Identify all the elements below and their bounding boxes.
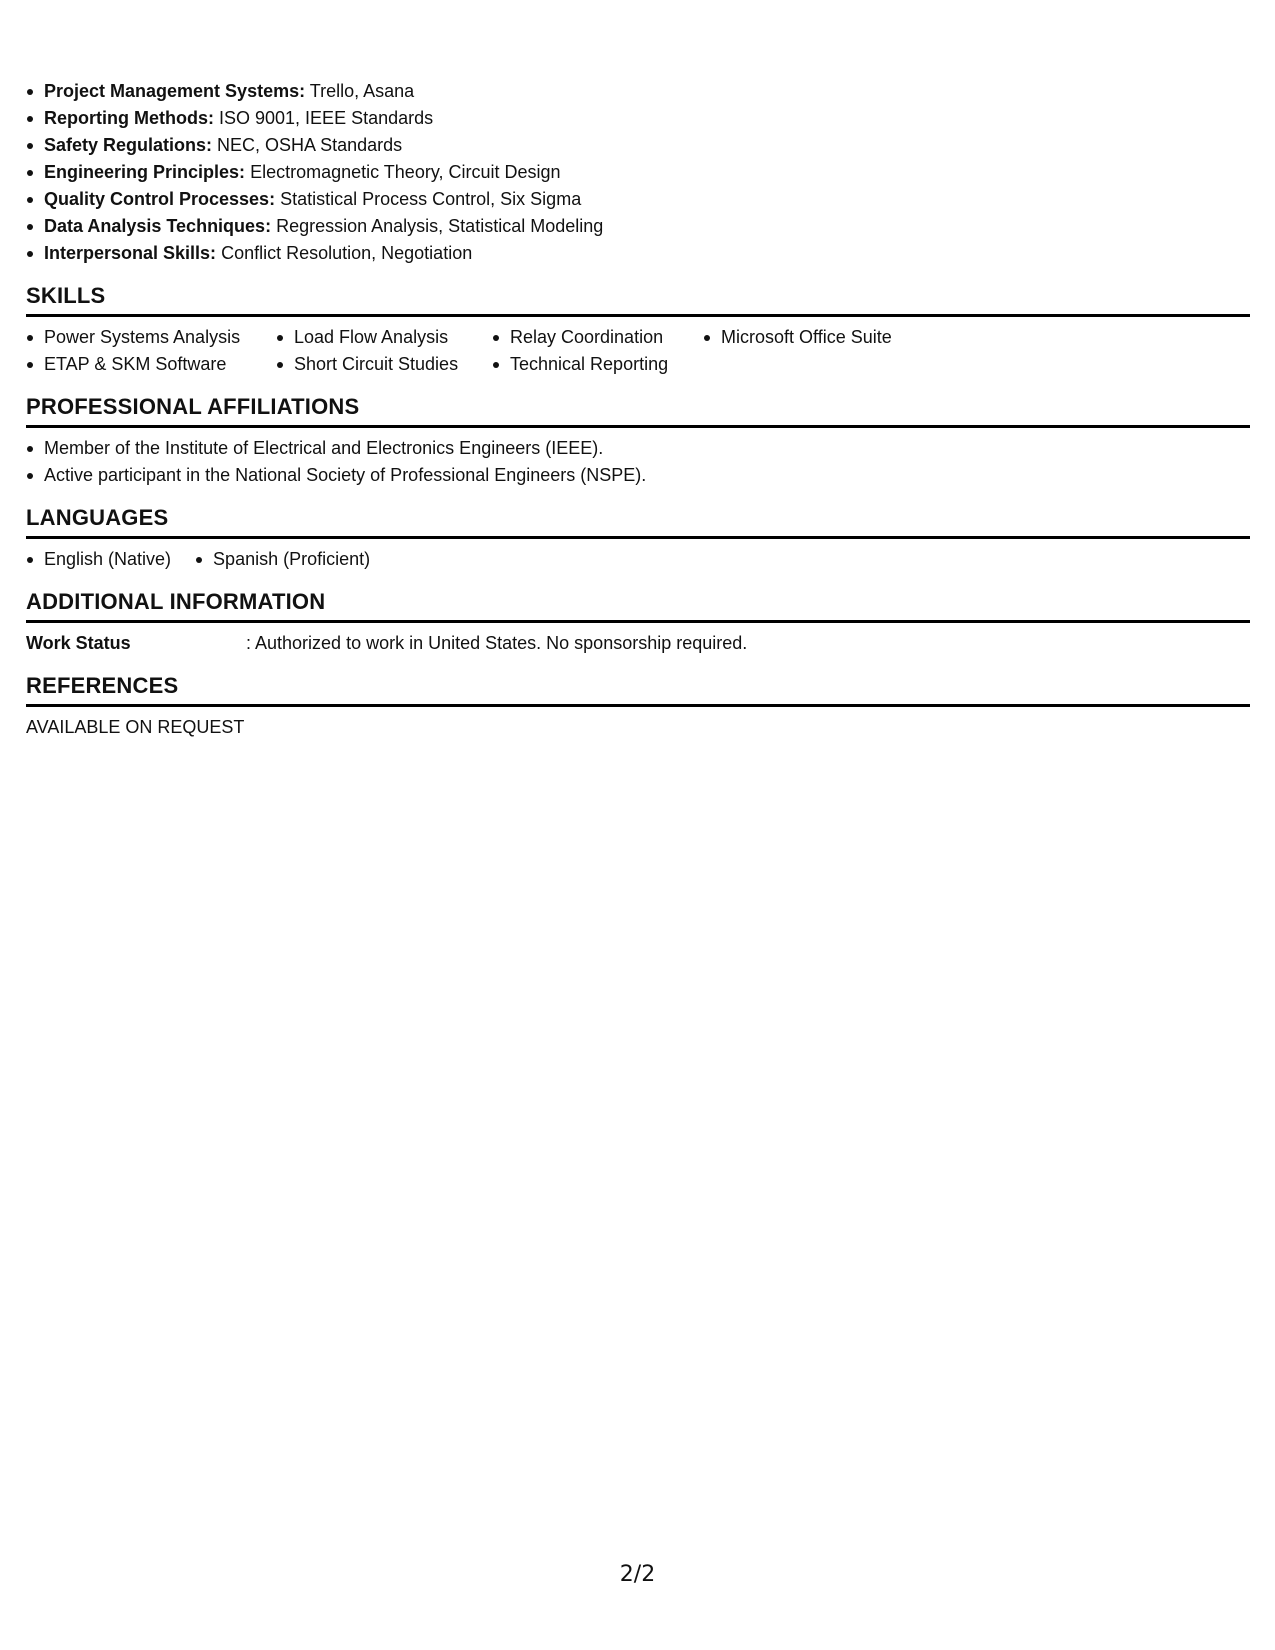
references-section xyxy=(26,657,1250,741)
skills-column xyxy=(276,324,492,378)
list-item xyxy=(26,186,1250,213)
info-key: Work Status xyxy=(26,633,131,653)
list-item xyxy=(26,240,1250,267)
additional-info-section xyxy=(26,573,1250,657)
item-value: NEC, OSHA Standards xyxy=(217,135,403,155)
languages-section xyxy=(26,489,1250,573)
skill-item: Technical Reporting xyxy=(492,351,703,378)
affiliations-section xyxy=(26,378,1250,489)
item-value: Regression Analysis, Statistical Modeling xyxy=(276,216,604,236)
section-title: LANGUAGES xyxy=(26,489,1250,539)
resume-page xyxy=(26,78,1250,741)
competencies-list xyxy=(26,78,1250,267)
info-value: : Authorized to work in United States. No sponsorship required. xyxy=(246,633,748,653)
language-item: English (Native) xyxy=(26,546,171,573)
skill-item: Microsoft Office Suite xyxy=(703,324,1003,351)
page-number: 2/2 xyxy=(619,1562,656,1587)
skill-item: ETAP & SKM Software xyxy=(26,351,276,378)
item-label: Reporting Methods: xyxy=(44,108,214,128)
list-item xyxy=(26,78,1250,105)
languages-list xyxy=(26,546,1250,573)
section-title: SKILLS xyxy=(26,267,1250,317)
item-label: Data Analysis Techniques: xyxy=(44,216,272,236)
item-label: Engineering Principles: xyxy=(44,162,246,182)
list-item xyxy=(26,213,1250,240)
section-title: REFERENCES xyxy=(26,657,1250,707)
list-item xyxy=(26,105,1250,132)
skill-item: Load Flow Analysis xyxy=(276,324,492,351)
item-label: Interpersonal Skills: xyxy=(44,243,217,263)
affiliations-list xyxy=(26,435,1250,489)
item-label: Quality Control Processes: xyxy=(44,189,276,209)
references-text: AVAILABLE ON REQUEST xyxy=(26,717,245,737)
skills-column xyxy=(26,324,276,378)
skills-column xyxy=(703,324,1003,378)
section-title: ADDITIONAL INFORMATION xyxy=(26,573,1250,623)
skills-grid xyxy=(26,324,1250,378)
skill-item: Short Circuit Studies xyxy=(276,351,492,378)
skills-column xyxy=(492,324,703,378)
section-title: PROFESSIONAL AFFILIATIONS xyxy=(26,378,1250,428)
item-label: Project Management Systems: xyxy=(44,81,306,101)
item-value: ISO 9001, IEEE Standards xyxy=(219,108,434,128)
item-label: Safety Regulations: xyxy=(44,135,213,155)
item-value: Statistical Process Control, Six Sigma xyxy=(280,189,582,209)
skill-item: Relay Coordination xyxy=(492,324,703,351)
info-row xyxy=(26,630,1250,657)
skills-section xyxy=(26,267,1250,378)
list-item xyxy=(26,159,1250,186)
list-item: Active participant in the National Society of Professional Engineers (NSPE). xyxy=(26,462,1250,489)
item-value: Trello, Asana xyxy=(309,81,415,101)
item-value: Conflict Resolution, Negotiation xyxy=(221,243,473,263)
item-value: Electromagnetic Theory, Circuit Design xyxy=(250,162,561,182)
list-item: Member of the Institute of Electrical and Electronics Engineers (IEEE). xyxy=(26,435,1250,462)
skill-item: Power Systems Analysis xyxy=(26,324,276,351)
language-item: Spanish (Proficient) xyxy=(195,546,370,573)
list-item xyxy=(26,132,1250,159)
